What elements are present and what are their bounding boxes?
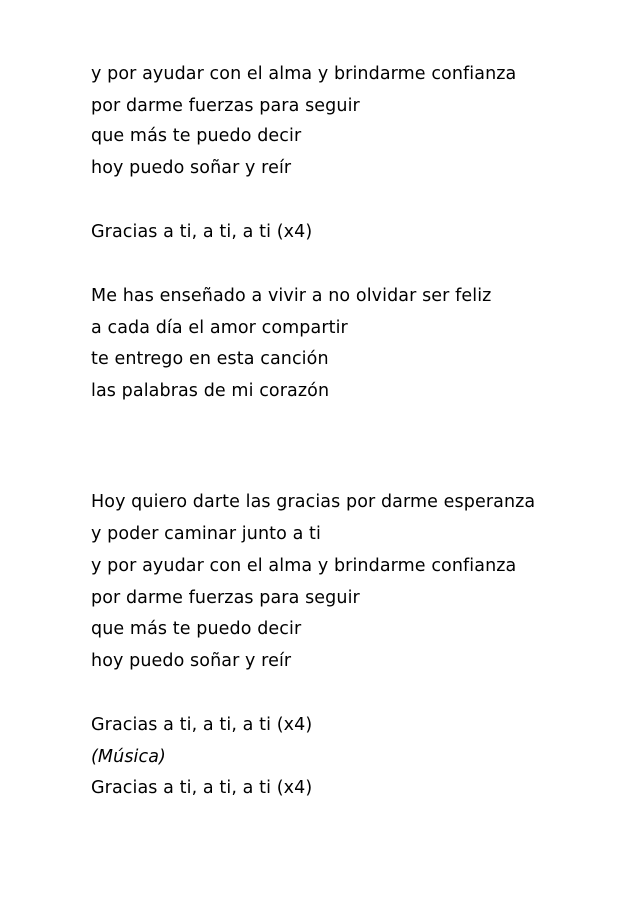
chorus-line: Gracias a ti, a ti, a ti (x4) [91, 715, 313, 735]
lyric-line: hoy puedo soñar y reír [91, 158, 292, 178]
lyric-line: Me has enseñado a vivir a no olvidar ser feliz [91, 286, 492, 306]
lyric-line: te entrego en esta canción [91, 349, 329, 369]
lyric-line: y por ayudar con el alma y brindarme confianza [91, 556, 517, 576]
lyric-line: que más te puedo decir [91, 126, 302, 146]
lyric-line: por darme fuerzas para seguir [91, 588, 360, 608]
lyric-line: que más te puedo decir [91, 619, 302, 639]
lyric-line: y por ayudar con el alma y brindarme confianza [91, 64, 517, 84]
chorus-line: Gracias a ti, a ti, a ti (x4) [91, 222, 313, 242]
lyric-line: Hoy quiero darte las gracias por darme esperanza [91, 492, 536, 512]
lyric-line: y poder caminar junto a ti [91, 524, 321, 544]
lyric-line: hoy puedo soñar y reír [91, 651, 292, 671]
lyric-line: a cada día el amor compartir [91, 318, 348, 338]
music-note-line: (Música) [91, 747, 166, 767]
lyric-line: por darme fuerzas para seguir [91, 96, 360, 116]
lyric-line: las palabras de mi corazón [91, 381, 330, 401]
chorus-line: Gracias a ti, a ti, a ti (x4) [91, 778, 313, 798]
